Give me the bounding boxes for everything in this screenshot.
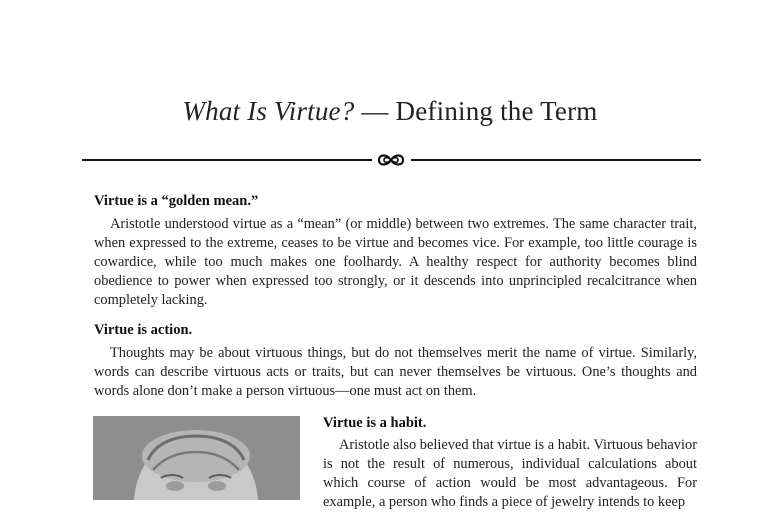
title-rest: — Defining the Term [354,96,598,126]
bust-illustration [93,416,300,500]
section-body-golden-mean: Aristotle understood virtue as a “mean” (or middle) between two extremes. The same character trait, when expressed to the extreme, ceases to be virtue and becomes vice. For example, too little courage is cowardice, while too much makes one foolhardy. A healthy respect for authority becomes blind obedience to power when expressed too strongly, or it descends into unprincipled recalcitrance when completely lacking. [94,216,697,308]
section-heading-golden-mean: Virtue is a “golden mean.” [94,193,259,209]
section-heading-action: Virtue is action. [94,322,193,338]
divider-right [411,159,701,161]
section-body-action: Thoughts may be about virtuous things, but do not themselves merit the name of virtue. Similarly, words can describe virtuous acts or traits, but can never themselves be virtuous. One’s thoughts and words alone don’t make a person virtuous—one must act on them. [94,345,697,399]
section-body-habit: Aristotle also believed that virtue is a habit. Virtuous behavior is not the result of numerous, individual calculations about which course of action would be most advantageous. For example, a person who finds a piece of jewelry intends to keep [323,437,697,510]
divider-left [82,159,372,161]
title-italic: What Is Virtue? [182,96,355,126]
section-heading-habit: Virtue is a habit. [323,415,427,431]
knot-ornament-icon [376,151,406,169]
page-title [0,96,780,127]
aristotle-bust-photo [93,416,300,500]
